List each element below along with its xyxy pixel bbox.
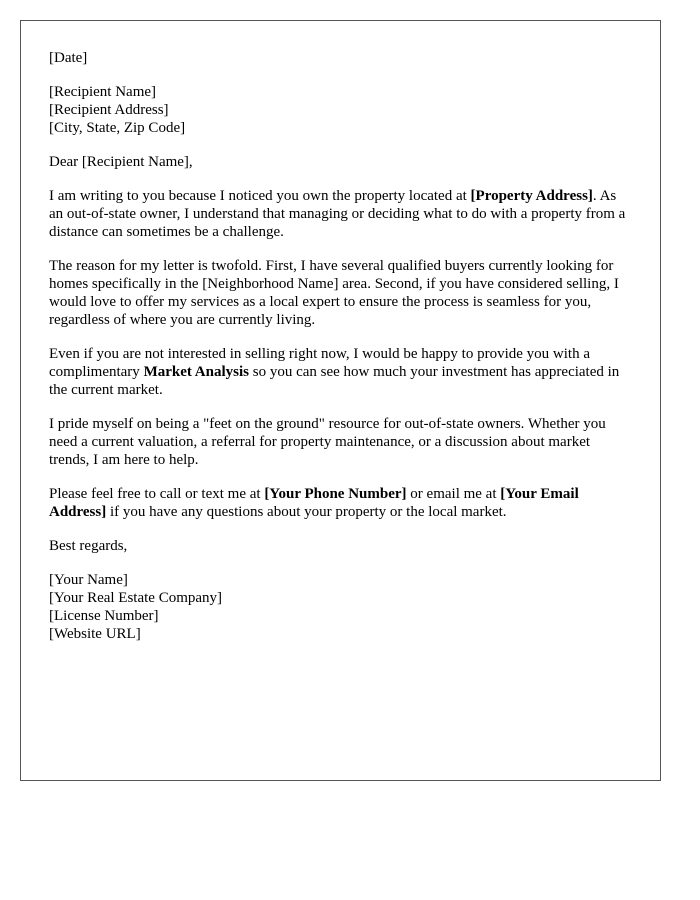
letter-page (20, 20, 661, 781)
signature-company: [Your Real Estate Company] (49, 590, 223, 606)
paragraph-contact (49, 485, 632, 521)
signature-license: [License Number] (49, 608, 159, 624)
paragraph-market-analysis (49, 345, 632, 399)
date: [Date] (49, 50, 88, 66)
text: . As an out-of-state owner, I understand that managing or deciding what to do with a property from a distance can sometimes be a challenge. (49, 188, 626, 240)
date-block (49, 49, 632, 67)
text: or email me at (406, 486, 501, 502)
text: Even if you are not interested in selling right now, I would be happy to provide you with a complimentary (49, 346, 590, 380)
recipient-name: [Recipient Name] (49, 84, 157, 100)
email-placeholder: [Your Email Address] (49, 486, 579, 520)
text: if you have any questions about your property or the local market. (106, 504, 507, 520)
phone-placeholder: [Your Phone Number] (264, 486, 407, 502)
text: so you can see how much your investment has appreciated in the current market. (49, 364, 620, 398)
text: Please feel free to call or text me at (49, 486, 265, 502)
closing: Best regards, (49, 538, 128, 554)
paragraph-resource: I pride myself on being a "feet on the ground" resource for out-of-state owners. Whether you need a current valuation, a referral for property maintenance, or a discussion about market trends, I am here to help. (49, 416, 606, 468)
market-analysis-bold: Market Analysis (143, 364, 249, 380)
recipient-block (49, 83, 632, 137)
recipient-address: [Recipient Address] (49, 102, 169, 118)
signature-website: [Website URL] (49, 626, 141, 642)
salutation: Dear [Recipient Name], (49, 154, 193, 170)
paragraph-reason: The reason for my letter is twofold. First, I have several qualified buyers currently looking for homes specifically in the [Neighborhood Name] area. Second, if you have considered selling, I would love to offer my services as a local expert to ensure the process is seamless for you, regardless of where you are currently living. (49, 258, 619, 328)
paragraph-intro (49, 187, 632, 241)
property-address-placeholder: [Property Address] (470, 188, 593, 204)
signature-block (49, 571, 632, 643)
signature-name: [Your Name] (49, 572, 128, 588)
text: I am writing to you because I noticed you own the property located at (49, 188, 471, 204)
recipient-city-state-zip: [City, State, Zip Code] (49, 120, 186, 136)
